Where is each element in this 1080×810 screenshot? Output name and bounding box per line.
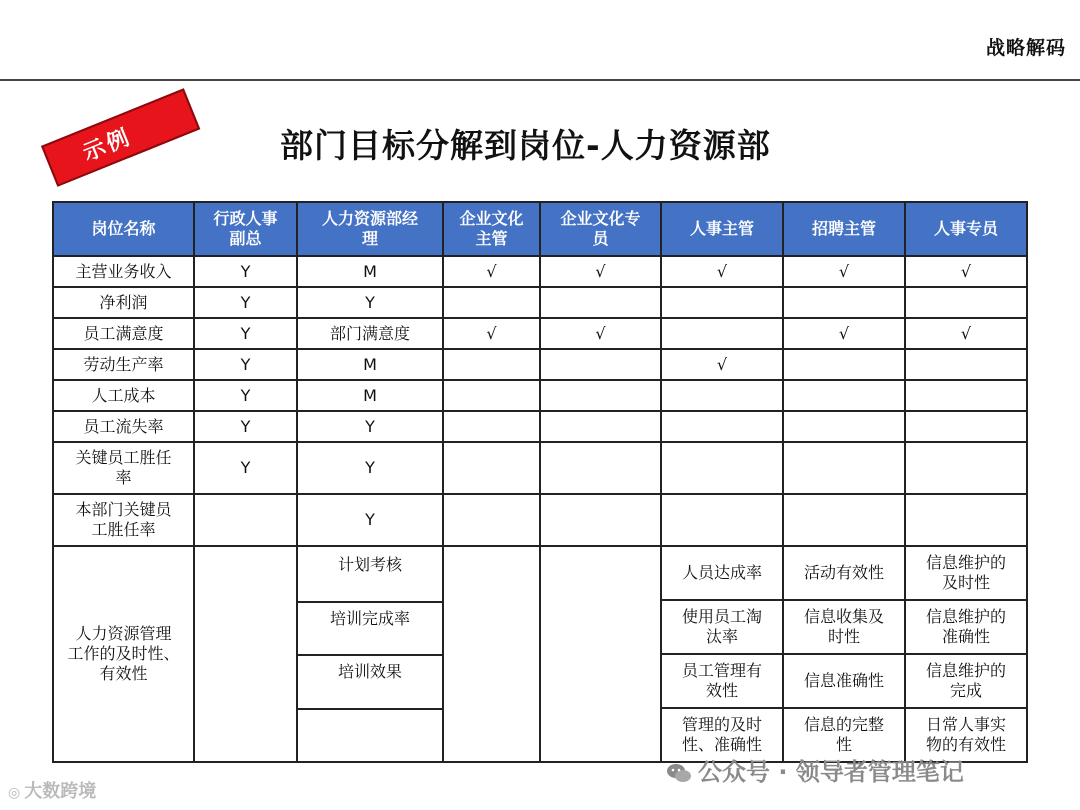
row-label: 员工流失率: [53, 411, 194, 442]
header-hr-supervisor: 人事主管: [661, 202, 783, 256]
table-cell: [783, 287, 905, 318]
metric-cell: 使用员工淘 汰率: [662, 601, 782, 655]
table-cell: [443, 546, 540, 762]
table-cell: M: [297, 349, 443, 380]
table-cell: √: [540, 318, 661, 349]
metric-cell: 信息准确性: [784, 655, 904, 709]
metric-cell: [298, 710, 442, 762]
manager-metrics: [298, 547, 442, 761]
table-cell: √: [905, 256, 1027, 287]
table-cell: [443, 494, 540, 546]
table-cell: M: [297, 256, 443, 287]
header-culture-supervisor: 企业文化 主管: [443, 202, 540, 256]
table-cell: [443, 411, 540, 442]
metric-cell: 培训效果: [298, 656, 442, 710]
table-cell: [443, 287, 540, 318]
row-label: 净利润: [53, 287, 194, 318]
table-cell: [661, 318, 783, 349]
header-position-name: 岗位名称: [53, 202, 194, 256]
table-header-row: [53, 202, 1027, 256]
table-row: [53, 318, 1027, 349]
table-row: [53, 349, 1027, 380]
table-cell: [783, 411, 905, 442]
row-label: 关键员工胜任 率: [53, 442, 194, 494]
table-row: [53, 442, 1027, 494]
page-title: 部门目标分解到岗位-人力资源部: [280, 126, 771, 165]
table-cell: Y: [194, 411, 297, 442]
header-hr-manager: 人力资源部经 理: [297, 202, 443, 256]
table-cell: Y: [194, 318, 297, 349]
metric-cell: 日常人事实 物的有效性: [925, 715, 1006, 754]
table-cell: [661, 287, 783, 318]
table-cell: [783, 349, 905, 380]
table-cell: [540, 442, 661, 494]
table-cell: [540, 349, 661, 380]
target-table: [52, 201, 1028, 763]
table-cell: √: [661, 256, 783, 287]
metric-cell: 信息收集及 时性: [784, 601, 904, 655]
table-row-hr-management: [53, 546, 1027, 762]
table-cell: [661, 442, 783, 494]
example-stamp-text: 示例: [79, 124, 136, 166]
table-cell: [540, 411, 661, 442]
row-label: 人力资源管理 工作的及时性、 有效性: [53, 546, 194, 762]
hr-specialist-metrics: [906, 547, 1026, 761]
metric-cell: 信息维护的 完成: [906, 655, 1026, 709]
table-cell: [194, 494, 297, 546]
metric-cell: 活动有效性: [784, 547, 904, 601]
table-cell: [194, 546, 297, 762]
table-cell: [540, 546, 661, 762]
metric-cell: 管理的及时 性、准确性: [681, 715, 762, 754]
table-row: [53, 411, 1027, 442]
table-cell: Y: [297, 411, 443, 442]
table-cell: [783, 546, 905, 762]
table-cell: [905, 494, 1027, 546]
table-row: [53, 494, 1027, 546]
table-row: [53, 380, 1027, 411]
table-row: [53, 256, 1027, 287]
row-label: 员工满意度: [53, 318, 194, 349]
example-stamp: [41, 88, 200, 186]
header-hr-specialist: 人事专员: [905, 202, 1027, 256]
header-divider: [0, 79, 1080, 81]
table-cell: M: [297, 380, 443, 411]
table-cell: [905, 287, 1027, 318]
table-cell: √: [783, 318, 905, 349]
table-cell: √: [783, 256, 905, 287]
table-cell: [905, 442, 1027, 494]
table-cell: 部门满意度: [297, 318, 443, 349]
table-cell: [661, 494, 783, 546]
table-cell: Y: [194, 256, 297, 287]
row-label: 劳动生产率: [53, 349, 194, 380]
table-cell: [905, 411, 1027, 442]
table-cell: √: [443, 318, 540, 349]
header-admin-vp: 行政人事 副总: [194, 202, 297, 256]
table-cell: [661, 411, 783, 442]
header-recruit-supervisor: 招聘主管: [783, 202, 905, 256]
row-label: 主营业务收入: [53, 256, 194, 287]
table-row: [53, 287, 1027, 318]
table-cell: [661, 546, 783, 762]
table-cell: √: [905, 318, 1027, 349]
brand-label: 战略解码: [985, 37, 1066, 59]
watermark-logo-icon: ◎: [8, 785, 21, 801]
wechat-icon: [666, 762, 692, 784]
table-cell: [443, 442, 540, 494]
table-cell: √: [540, 256, 661, 287]
table-cell: [661, 380, 783, 411]
table-cell: Y: [194, 349, 297, 380]
table-cell: [783, 442, 905, 494]
table-cell: [443, 349, 540, 380]
recruit-supervisor-metrics: [784, 547, 904, 761]
table-cell: [540, 287, 661, 318]
table-cell: Y: [297, 442, 443, 494]
table-cell: √: [443, 256, 540, 287]
watermark-right: [666, 752, 964, 787]
table-cell: [443, 380, 540, 411]
table-cell: [905, 349, 1027, 380]
header-culture-specialist: 企业文化专 员: [540, 202, 661, 256]
metric-cell: 信息的完整 性: [803, 715, 884, 754]
row-label: 人工成本: [53, 380, 194, 411]
metric-cell: 员工管理有 效性: [662, 655, 782, 709]
metric-cell: 人员达成率: [662, 547, 782, 601]
table-cell: Y: [297, 287, 443, 318]
watermark-right-text: 公众号 · 领导者管理笔记: [698, 758, 964, 786]
metric-cell: 信息维护的 及时性: [906, 547, 1026, 601]
metric-cell: 信息维护的 准确性: [906, 601, 1026, 655]
table-cell: Y: [297, 494, 443, 546]
table-cell: [540, 380, 661, 411]
table-cell: Y: [194, 442, 297, 494]
row-label: 本部门关键员 工胜任率: [53, 494, 194, 546]
metric-cell: 计划考核: [298, 547, 442, 603]
metric-cell: 培训完成率: [298, 603, 442, 657]
table-cell: Y: [194, 380, 297, 411]
table-cell: [297, 546, 443, 762]
table-cell: [905, 380, 1027, 411]
watermark-left-text: 大数跨境: [24, 781, 97, 802]
table-cell: Y: [194, 287, 297, 318]
table-cell: [905, 546, 1027, 762]
watermark-left: [8, 777, 96, 803]
table-cell: [783, 494, 905, 546]
hr-supervisor-metrics: [662, 547, 782, 761]
table-cell: √: [661, 349, 783, 380]
table-cell: [540, 494, 661, 546]
table-cell: [783, 380, 905, 411]
